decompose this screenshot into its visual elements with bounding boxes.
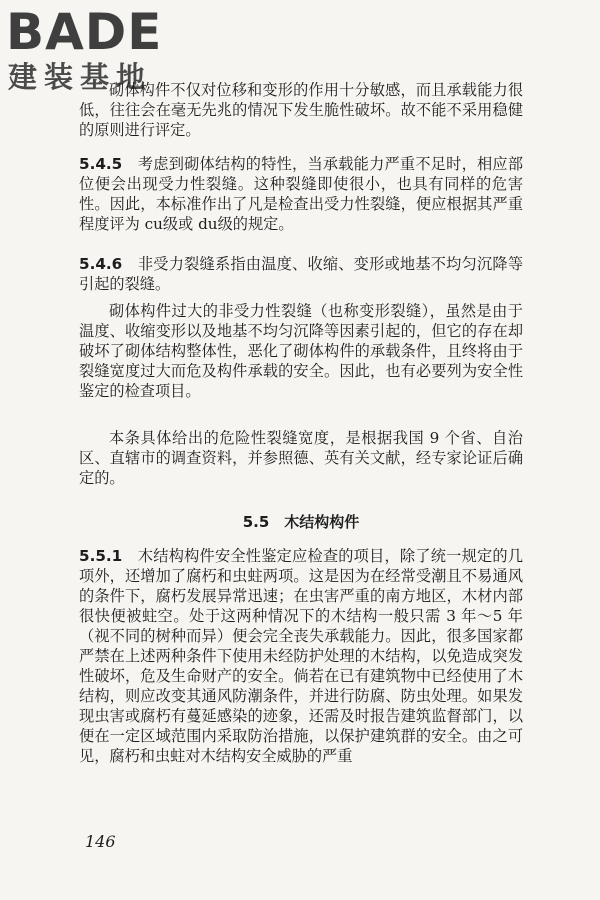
paragraph-5-4-6: 5.4.6 非受力裂缝系指由温度、收缩、变形或地基不均匀沉降等引起的裂缝。: [79, 255, 524, 293]
page-number: 146: [85, 832, 116, 851]
paragraph-1: 砌体构件不仅对位移和变形的作用十分敏感，而且承载能力很低，往往会在毫无先兆的情况下发生脆性破坏。故不能不采用稳健的原则进行评定。: [79, 81, 523, 139]
paragraph-nonstructural-cracks: 砌体构件过大的非受力性裂缝（也称变形裂缝），虽然是由于温度、收缩变形以及地基不均匀沉降等因素引起的，但它的存在却破坏了砌体结构整体性，恶化了砌体构件的承载条件，且终将由于裂缝宽度过大而危及构件承载的安全。因此，也有必要列为安全性鉴定的检查项目。: [79, 302, 523, 400]
body-text: [79, 80, 523, 820]
logo-subtitle: 建装基地: [8, 60, 153, 94]
paragraph-crack-width: 本条具体给出的危险性裂缝宽度，是根据我国 9 个省、自治区、直辖市的调查资料，并参照德、英有关文献，经专家论证后确定的。: [79, 429, 523, 487]
logo-wordmark: BADE: [6, 3, 163, 61]
paragraph-5-5-1: 5.5.1 木结构构件安全性鉴定应检查的项目，除了统一规定的几项外，还增加了腐朽和虫蛀两项。这是因为在经常受潮且不易通风的条件下，腐朽发展异常迅速；在虫害严重的南方地区，木材内部很快便被蛀空。处于这两种情况下的木结构一般只需 3 年～5 年（视不同的树种而异）便会完全丧失承载能力。因此，很多国家都严禁在上述两种条件下使用未经防护处理的木结构，以免造成突发性破坏，危及生命财产的安全。倘若在已有建筑物中已经使用了木结构，则应改变其通风防潮条件，并进行防腐、防虫处理。如果发现虫害或腐朽有蔓延感染的迹象，还需及时报告建筑监督部门，以便在一定区域范围内采取防治措施，以保护建筑群的安全。由之可见，腐朽和虫蛀对木结构安全威胁的严重: [79, 547, 524, 765]
paragraph-5-4-5: 5.4.5 考虑到砌体结构的特性，当承载能力严重不足时，相应部位便会出现受力性裂缝。这种裂缝即使很小，也具有同样的危害性。因此，本标准作出了凡是检查出受力性裂缝，便应根据其严重程度评为 cu级或 du级的规定。: [79, 155, 524, 233]
section-heading: 5.5 木结构构件: [242, 513, 360, 531]
